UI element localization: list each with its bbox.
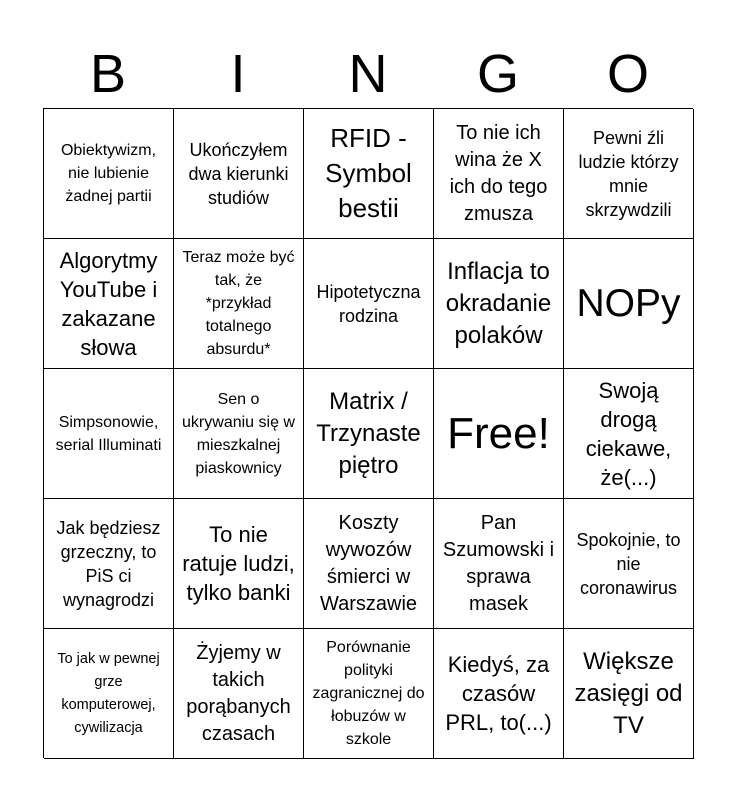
- cell-text: Pewni źli ludzie którzy mnie skrzywdzili: [578, 127, 679, 220]
- bingo-cell[interactable]: [434, 629, 564, 759]
- bingo-cell[interactable]: [564, 369, 694, 499]
- bingo-cell[interactable]: [434, 109, 564, 239]
- header-letter-i: I: [230, 44, 246, 104]
- bingo-cell[interactable]: [564, 239, 694, 369]
- cell-text: Koszty wywozów śmierci w Warszawie: [319, 511, 418, 615]
- bingo-cell[interactable]: [174, 629, 304, 759]
- bingo-cell[interactable]: [44, 499, 174, 629]
- bingo-cell[interactable]: [304, 239, 434, 369]
- cell-text: Porównanie polityki zagranicznej do łobuzów w szkole: [312, 639, 425, 748]
- cell-text: Inflacja to okradanie polaków: [445, 257, 552, 349]
- bingo-cell[interactable]: [304, 369, 434, 499]
- cell-text: Algorytmy YouTube i zakazane słowa: [59, 247, 158, 360]
- cell-text: Jak będziesz grzeczny, to PiS ci wynagrodzi: [56, 517, 161, 610]
- bingo-cell[interactable]: [304, 499, 434, 629]
- cell-text: Spokojnie, to nie coronawirus: [576, 529, 681, 598]
- cell-text: To nie ich wina że X ich do tego zmusza: [449, 121, 548, 225]
- cell-text: Pan Szumowski i sprawa masek: [442, 511, 555, 615]
- bingo-cell[interactable]: [174, 499, 304, 629]
- cell-text: Sen o ukrywaniu się w mieszkalnej piaskownicy: [182, 390, 295, 477]
- cell-text: Simpsonowie, serial Illuminati: [55, 413, 162, 454]
- header-letter-g: G: [476, 44, 519, 104]
- bingo-cell[interactable]: [564, 109, 694, 239]
- bingo-cell[interactable]: [434, 499, 564, 629]
- cell-text: Większe zasięgi od TV: [574, 647, 683, 739]
- cell-text: Hipotetyczna rodzina: [316, 281, 421, 326]
- cell-text: Matrix / Trzynaste piętro: [316, 387, 421, 479]
- cell-text: Żyjemy w takich porąbanych czasach: [186, 641, 291, 745]
- bingo-board: [43, 108, 693, 758]
- bingo-cell[interactable]: [44, 369, 174, 499]
- cell-text: Ukończyłem dwa kierunki studiów: [188, 139, 289, 208]
- bingo-cell[interactable]: [304, 629, 434, 759]
- bingo-cell[interactable]: [304, 109, 434, 239]
- header-letter-b: B: [89, 44, 127, 104]
- bingo-cell[interactable]: [44, 109, 174, 239]
- cell-text: RFID - Symbol bestii: [325, 123, 412, 223]
- cell-text: NOPy: [576, 281, 681, 325]
- cell-text: Swoją drogą ciekawe, że(...): [585, 377, 672, 490]
- cell-text: To nie ratuje ludzi, tylko banki: [182, 522, 295, 605]
- bingo-header: [43, 40, 693, 108]
- bingo-cell[interactable]: [174, 109, 304, 239]
- cell-text: To jak w pewnej grze komputerowej, cywilizacja: [57, 650, 160, 736]
- bingo-cell[interactable]: [174, 369, 304, 499]
- cell-text: Free!: [447, 408, 550, 458]
- free-space-cell[interactable]: [434, 369, 564, 499]
- bingo-cell[interactable]: [44, 239, 174, 369]
- cell-text: Kiedyś, za czasów PRL, to(...): [445, 652, 552, 735]
- bingo-cell[interactable]: [44, 629, 174, 759]
- bingo-cell[interactable]: [174, 239, 304, 369]
- header-letter-o: O: [606, 44, 649, 104]
- bingo-cell[interactable]: [434, 239, 564, 369]
- bingo-cell[interactable]: [564, 499, 694, 629]
- header-letter-n: N: [348, 44, 388, 104]
- cell-text: Obiektywizm, nie lubienie żadnej partii: [60, 142, 157, 205]
- bingo-cell[interactable]: [564, 629, 694, 759]
- cell-text: Teraz może być tak, że *przykład totalnego absurdu*: [182, 249, 295, 358]
